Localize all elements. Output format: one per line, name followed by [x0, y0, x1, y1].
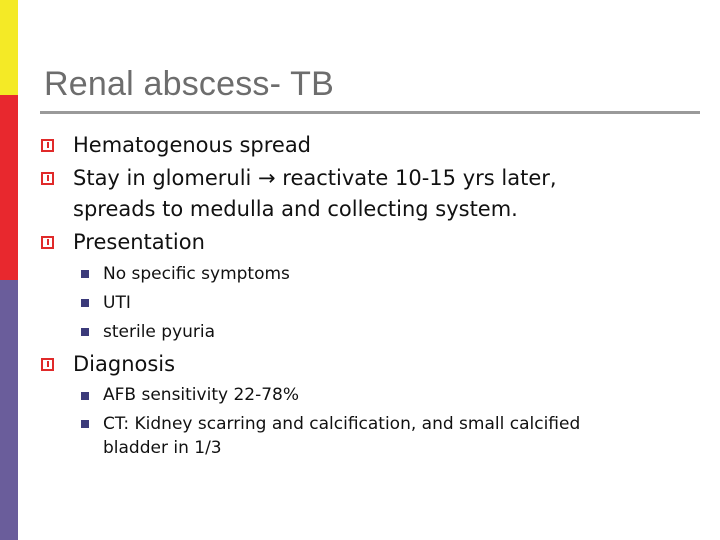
- bullet-diagnosis: Diagnosis: [73, 352, 176, 376]
- diagnosis-item-ct-line2: bladder in 1/3: [103, 438, 222, 458]
- sidebar-accent-bar: [0, 0, 18, 540]
- diagnosis-item-afb-sensitivity: AFB sensitivity 22-78%: [103, 385, 299, 405]
- presentation-item-no-specific-symptoms: No specific symptoms: [103, 264, 290, 284]
- bullet-glomeruli-line2: spreads to medulla and collecting system.: [73, 197, 518, 221]
- bullet-presentation: Presentation: [73, 230, 205, 254]
- title-underline: [40, 111, 700, 114]
- presentation-item-sterile-pyuria: sterile pyuria: [103, 322, 216, 342]
- bullet-glomeruli-line1: Stay in glomeruli → reactivate 10-15 yrs later,: [73, 166, 557, 190]
- level2-bullet-icon: [81, 299, 89, 307]
- level1-bullet-icon: [41, 172, 54, 185]
- level2-bullet-icon: [81, 270, 89, 278]
- level2-bullet-icon: [81, 328, 89, 336]
- level2-bullet-icon: [81, 392, 89, 400]
- level2-bullet-icon: [81, 420, 89, 428]
- level1-bullet-icon: [41, 358, 54, 371]
- slide-title: Renal abscess- TB: [44, 65, 335, 103]
- level1-bullet-icon: [41, 139, 54, 152]
- sidebar-purple-segment: [0, 280, 18, 540]
- bullet-hematogenous-spread: Hematogenous spread: [73, 133, 312, 157]
- sidebar-yellow-segment: [0, 0, 18, 95]
- presentation-item-uti: UTI: [103, 293, 131, 313]
- diagnosis-item-ct-line1: CT: Kidney scarring and calcification, and small calcified: [103, 414, 581, 434]
- sidebar-red-segment: [0, 95, 18, 280]
- level1-bullet-icon: [41, 236, 54, 249]
